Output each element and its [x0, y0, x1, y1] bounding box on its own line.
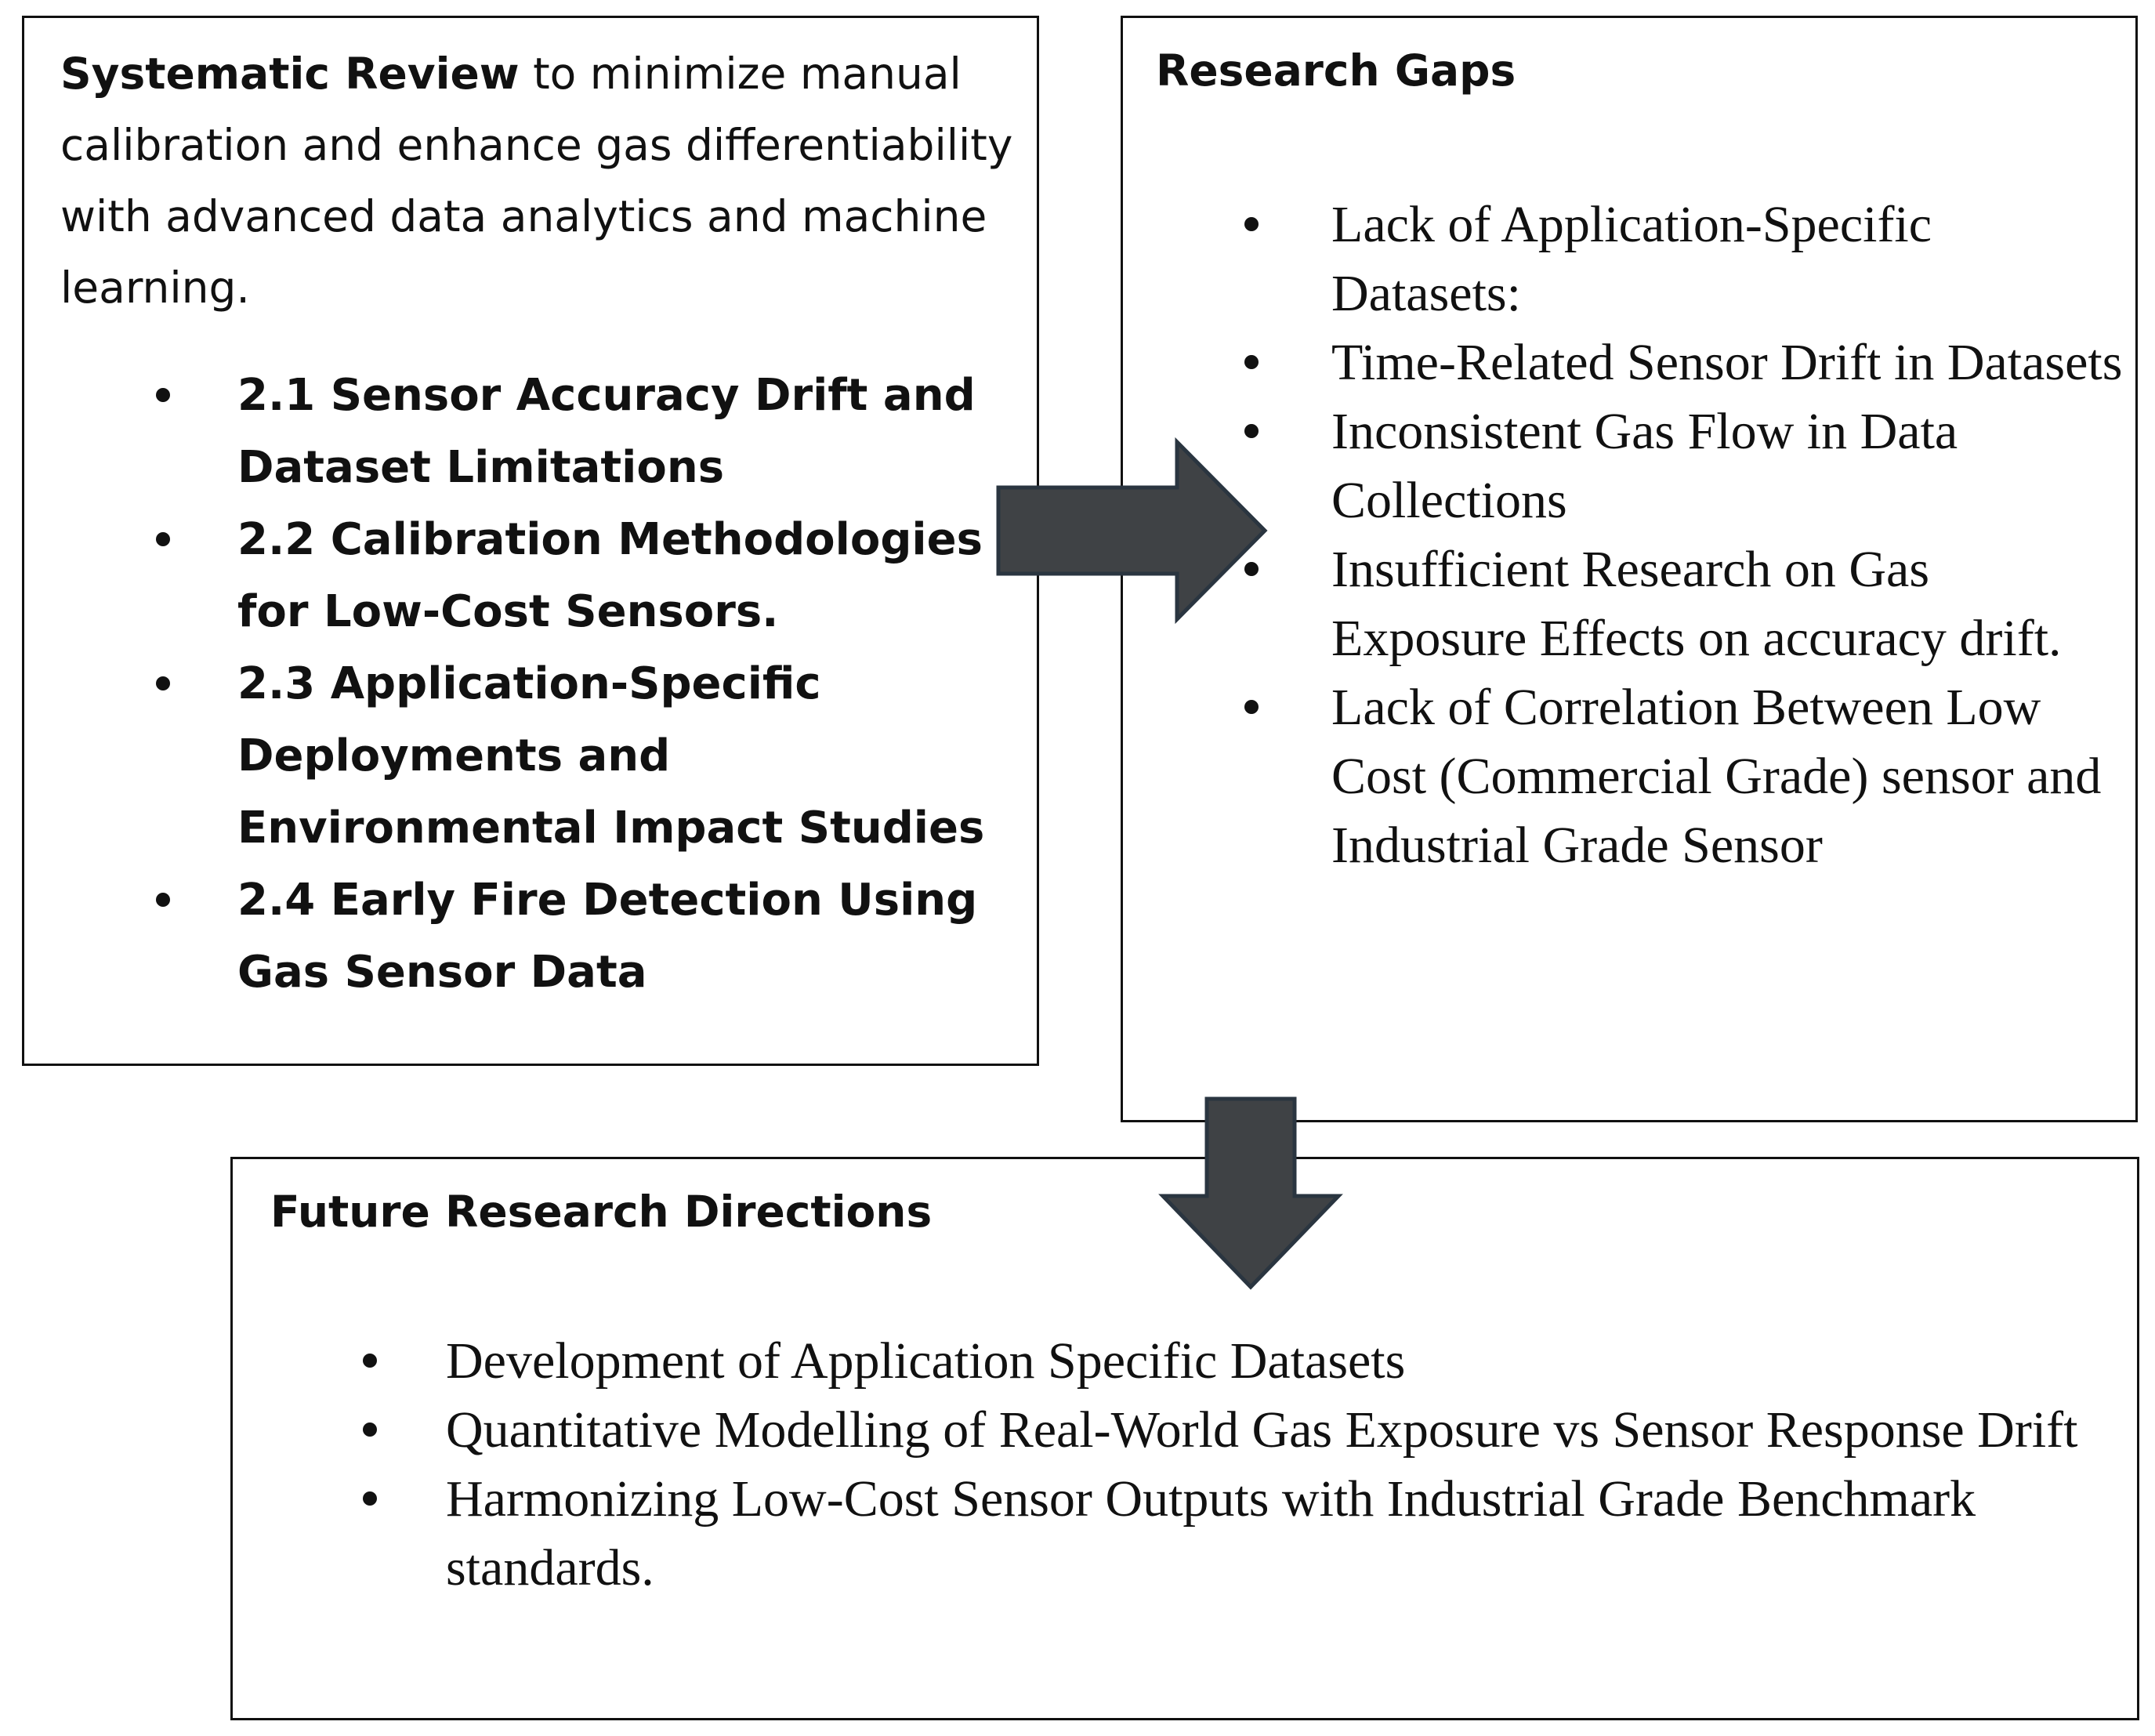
bullet-icon	[363, 1354, 377, 1368]
bullet-icon	[363, 1491, 377, 1506]
review-item-text: 2.2 Calibration Methodologies for Low-Cost Sensors.	[237, 514, 983, 637]
systematic-review-box	[22, 16, 1039, 1066]
review-item-text: 2.3 Application-Specific Deployments and Environmental Impact Studies	[237, 658, 985, 854]
list-item	[1123, 190, 2140, 328]
list-item	[24, 864, 1041, 1009]
gap-item-text: Insufficient Research on Gas Exposure Effects on accuracy drift.	[1331, 541, 2062, 667]
future-directions-title: Future Research Directions	[270, 1187, 933, 1237]
list-item	[233, 1396, 2142, 1465]
review-intro	[60, 38, 1024, 324]
review-item-text: 2.1 Sensor Accuracy Drift and Dataset Limitations	[237, 370, 976, 493]
list-item	[233, 1327, 2142, 1396]
future-directions-list	[233, 1327, 2142, 1603]
list-item	[24, 504, 1041, 648]
bullet-icon	[1244, 424, 1259, 438]
review-topic-list	[24, 360, 1041, 1009]
right-arrow-shape	[998, 442, 1265, 619]
review-intro-text: to minimize manual calibration and enhance gas differentiability with advanced data analytics and machine learning.	[60, 49, 1013, 313]
bullet-icon	[156, 532, 170, 546]
future-item-text: Development of Application Specific Datasets	[446, 1332, 1406, 1390]
review-intro-bold: Systematic Review	[60, 49, 520, 99]
down-arrow-shape	[1163, 1099, 1338, 1287]
future-item-text: Quantitative Modelling of Real-World Gas Exposure vs Sensor Response Drift	[446, 1401, 2078, 1459]
bullet-icon	[363, 1423, 377, 1437]
bullet-icon	[1244, 355, 1259, 369]
future-item-text: Harmonizing Low-Cost Sensor Outputs with Industrial Grade Benchmark standards.	[446, 1470, 1976, 1596]
research-gaps-title: Research Gaps	[1156, 45, 1516, 96]
gap-item-text: Lack of Correlation Between Low Cost (Commercial Grade) sensor and Industrial Grade Sensor	[1331, 679, 2102, 874]
list-item	[1123, 328, 2140, 397]
bullet-icon	[156, 893, 170, 907]
gap-item-text: Lack of Application-Specific Datasets:	[1331, 196, 1932, 322]
bullet-icon	[156, 676, 170, 690]
down-arrow-icon	[1157, 1096, 1345, 1299]
list-item	[24, 360, 1041, 504]
bullet-icon	[1244, 217, 1259, 231]
list-item	[24, 648, 1041, 864]
bullet-icon	[1244, 700, 1259, 714]
gap-item-text: Inconsistent Gas Flow in Data Collections	[1331, 403, 1958, 529]
list-item	[233, 1465, 2142, 1603]
right-arrow-icon	[995, 439, 1277, 627]
bullet-icon	[156, 388, 170, 402]
review-item-text: 2.4 Early Fire Detection Using Gas Sensor Data	[237, 875, 978, 998]
list-item	[1123, 673, 2140, 880]
gap-item-text: Time-Related Sensor Drift in Datasets	[1331, 334, 2123, 391]
